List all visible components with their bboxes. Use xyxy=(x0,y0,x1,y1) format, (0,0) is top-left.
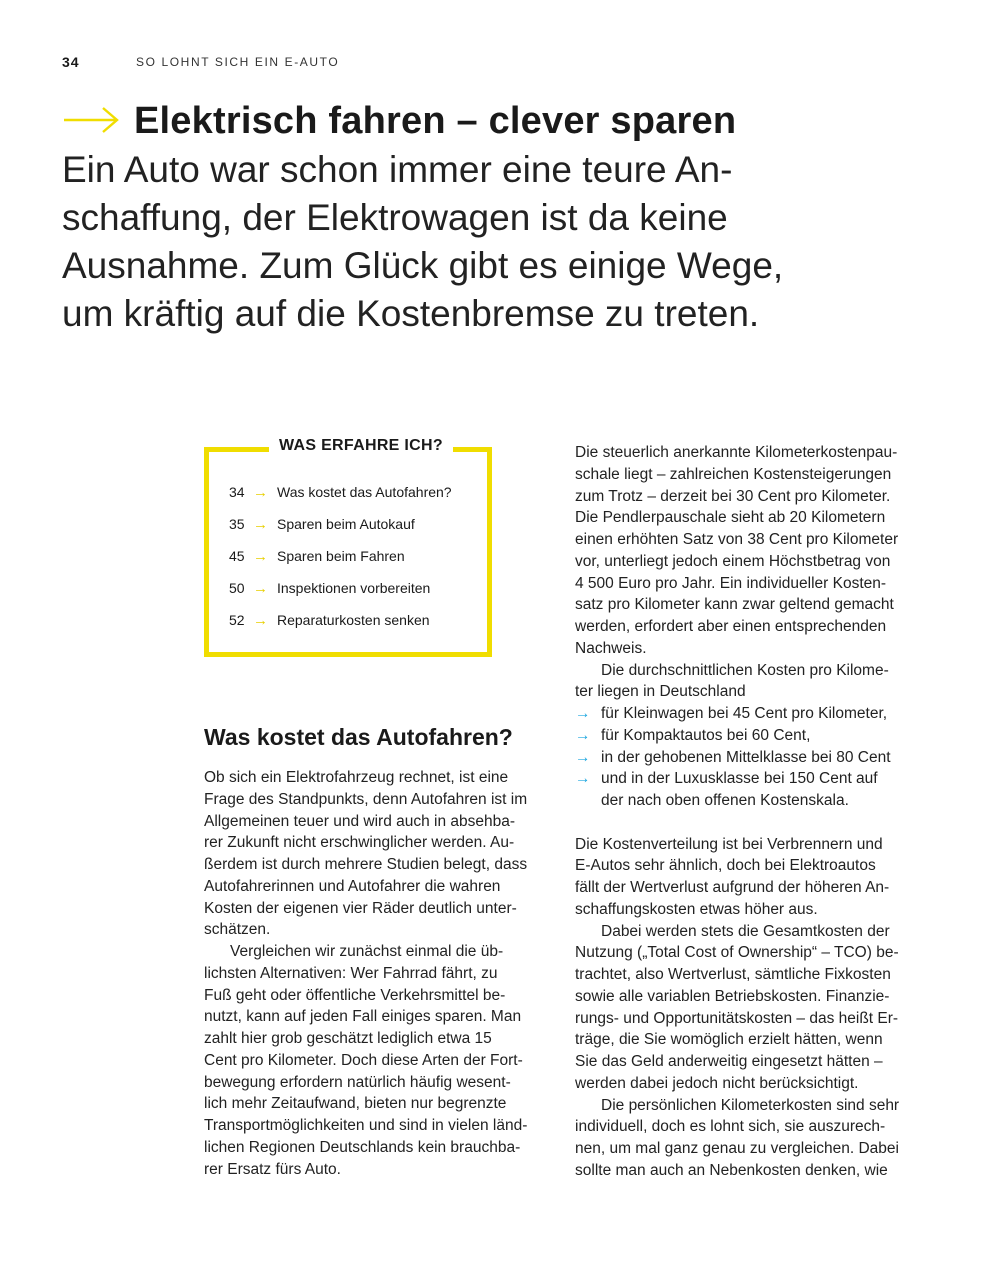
text-line: Dabei werden stets die Gesamtkosten der xyxy=(601,922,890,940)
text-line: lich mehr Zeitaufwand, bieten nur begrenzte xyxy=(204,1095,507,1113)
lead-line: um kräftig auf die Kostenbremse zu treten. xyxy=(62,293,760,334)
toc-item xyxy=(229,508,452,540)
text-line: trachtet, also Wertverlust, sämtliche Fixkosten xyxy=(575,966,891,983)
toc-item xyxy=(229,476,452,508)
text-line: werden dabei jedoch nicht berücksichtigt. xyxy=(575,1074,859,1092)
text-line: Die Pendlerpauschale sieht ab 20 Kilometern xyxy=(575,509,886,527)
section-heading: Was kostet das Autofahren? xyxy=(204,724,513,750)
text-line: Die steuerlich anerkannte Kilometerkostenpau- xyxy=(575,444,898,461)
text-line: ßerdem ist durch mehrere Studien belegt, dass xyxy=(204,856,528,873)
lead-line: Ein Auto war schon immer eine teure An- xyxy=(62,149,733,190)
list-item xyxy=(575,703,925,725)
text-line: nutzt, kann auf jeden Fall einiges sparen. Man xyxy=(204,1008,522,1026)
toc-label: Inspektionen vorbereiten xyxy=(277,580,431,596)
text-line: Autofahrerinnen und Autofahrer die wahren xyxy=(204,877,501,895)
text-line: lichen Regionen Deutschlands kein brauchba- xyxy=(204,1138,521,1156)
text-line: rer Ersatz fürs Auto. xyxy=(204,1160,341,1178)
text-line: nen, um mal ganz genau zu vergleichen. Dabei xyxy=(575,1140,899,1157)
arrow-right-icon: → xyxy=(253,579,268,597)
arrow-right-icon: → xyxy=(575,748,591,766)
toc-box xyxy=(204,437,492,657)
text-line: Frage des Standpunkts, denn Autofahren ist im xyxy=(204,790,528,808)
text-line: Kosten der eigenen vier Räder deutlich unter- xyxy=(204,899,517,917)
left-column xyxy=(204,767,554,1180)
text-line: träge, die Sie womöglich erzielt hätten, wenn xyxy=(575,1031,883,1049)
text-line: Transportmöglichkeiten und sind in vielen länd- xyxy=(204,1117,528,1134)
text-line: vor, unterliegt jedoch einem Höchstbetrag von xyxy=(575,552,891,570)
text-line: ter liegen in Deutschland xyxy=(575,683,746,701)
arrow-right-icon: → xyxy=(575,770,591,788)
text-line: Nutzung („Total Cost of Ownership“ – TCO) be- xyxy=(575,944,899,962)
toc-label: Reparaturkosten senken xyxy=(277,612,430,628)
arrow-right-icon: → xyxy=(253,483,268,501)
text-line: Sie das Geld anderweitig eingesetzt hätten – xyxy=(575,1053,883,1070)
text-line: schale liegt – zahlreichen Kostensteigerungen xyxy=(575,465,892,483)
text-line: Cent pro Kilometer. Doch diese Arten der Fort- xyxy=(204,1051,523,1069)
text-line: sollte man auch an Nebenkosten denken, wie xyxy=(575,1161,888,1179)
arrow-right-icon: → xyxy=(253,611,268,629)
page-number: 34 xyxy=(62,54,80,70)
list-item-text: für Kleinwagen bei 45 Cent pro Kilometer, xyxy=(601,705,888,722)
toc-label: Sparen beim Autokauf xyxy=(277,516,415,532)
text-line: Nachweis. xyxy=(575,639,647,657)
list-item-text: in der gehobenen Mittelklasse bei 80 Cent xyxy=(601,748,891,766)
lead-paragraph xyxy=(62,146,942,338)
text-line: Fuß geht oder öffentliche Verkehrsmittel be- xyxy=(204,986,506,1004)
list-item xyxy=(575,768,925,790)
list-item-text: und in der Luxusklasse bei 150 Cent auf xyxy=(601,770,878,788)
arrow-right-icon xyxy=(62,106,120,134)
text-line: zum Trotz – derzeit bei 30 Cent pro Kilometer. xyxy=(575,487,891,505)
text-line: werden, erfordert aber einen entsprechenden xyxy=(575,618,887,635)
text-line: individuell, doch es lohnt sich, sie auszurech- xyxy=(575,1118,886,1136)
chapter-title-row xyxy=(62,100,942,144)
list-item xyxy=(575,747,925,769)
text-line: schaffungskosten etwas höher aus. xyxy=(575,900,818,918)
text-line: schätzen. xyxy=(204,921,271,939)
toc-page-number: 52 xyxy=(229,612,245,628)
text-line: fällt der Wertverlust aufgrund der höheren An- xyxy=(575,879,890,896)
toc-page-number: 50 xyxy=(229,580,245,596)
lead-line: Ausnahme. Zum Glück gibt es einige Wege, xyxy=(62,245,784,286)
text-line: lichsten Alternativen: Wer Fahrrad fährt, zu xyxy=(204,964,498,982)
text-line: sowie alle variablen Betriebskosten. Finanzie- xyxy=(575,987,890,1005)
text-line: bewegung erfordern natürlich häufig wesent- xyxy=(204,1073,511,1091)
toc-page-number: 35 xyxy=(229,516,245,532)
text-line: Ob sich ein Elektrofahrzeug rechnet, ist eine xyxy=(204,769,509,786)
text-line: Die durchschnittlichen Kosten pro Kilome- xyxy=(601,661,889,679)
chapter-title: Elektrisch fahren – clever sparen xyxy=(134,100,737,142)
text-line: zahlt hier grob geschätzt lediglich etwa 15 xyxy=(204,1030,492,1047)
text-line: satz pro Kilometer kann zwar geltend gemacht xyxy=(575,596,894,614)
running-title: SO LOHNT SICH EIN E-AUTO xyxy=(136,55,340,69)
toc-list xyxy=(229,476,452,636)
lead-line: schaffung, der Elektrowagen ist da keine xyxy=(62,197,728,238)
text-line: Allgemeinen teuer und wird auch in absehba- xyxy=(204,812,516,830)
text-line: rungs- und Opportunitätskosten – das heißt Er- xyxy=(575,1009,899,1027)
text-line: E-Autos sehr ähnlich, doch bei Elektroautos xyxy=(575,857,876,875)
arrow-right-icon: → xyxy=(575,726,591,744)
list-item-text: für Kompaktautos bei 60 Cent, xyxy=(601,726,811,744)
text-line: 4 500 Euro pro Jahr. Ein individueller Kosten- xyxy=(575,574,887,592)
toc-item xyxy=(229,604,452,636)
toc-item xyxy=(229,572,452,604)
toc-label: Was kostet das Autofahren? xyxy=(277,484,452,500)
arrow-right-icon: → xyxy=(575,705,591,722)
arrow-right-icon: → xyxy=(253,515,268,533)
text-line: einen erhöhten Satz von 38 Cent pro Kilometer xyxy=(575,531,899,548)
toc-label: Sparen beim Fahren xyxy=(277,548,405,564)
text-line: Die Kostenverteilung ist bei Verbrennern und xyxy=(575,835,883,853)
text-line: Die persönlichen Kilometerkosten sind sehr xyxy=(601,1096,900,1114)
toc-box-title: WAS ERFAHRE ICH? xyxy=(269,437,453,455)
toc-item xyxy=(229,540,452,572)
arrow-right-icon: → xyxy=(253,547,268,565)
paragraph-gap xyxy=(575,812,925,834)
toc-page-number: 45 xyxy=(229,548,245,564)
text-line: rer Zukunft nicht erschwinglicher werden. Au- xyxy=(204,834,515,852)
text-line: der nach oben offenen Kostenskala. xyxy=(601,792,849,809)
list-item xyxy=(575,725,925,747)
toc-page-number: 34 xyxy=(229,484,245,500)
right-column xyxy=(575,442,925,1182)
text-line: Vergleichen wir zunächst einmal die üb- xyxy=(230,943,504,960)
